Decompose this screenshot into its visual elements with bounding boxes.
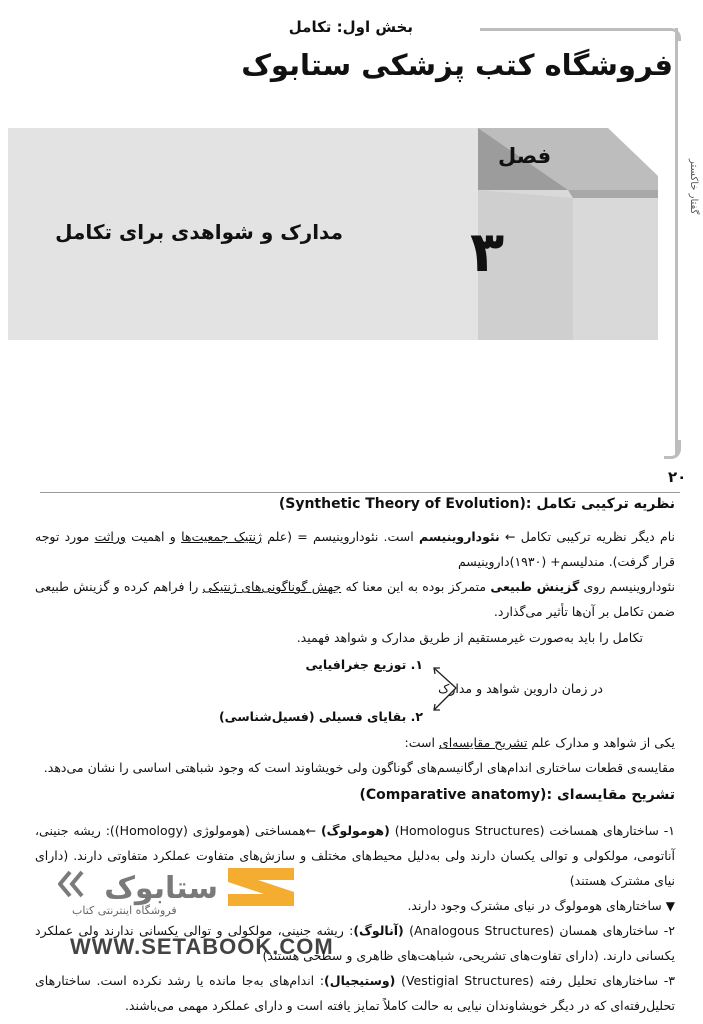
side-vertical-text: گفتار خاکستر [688, 158, 699, 214]
pin-icon: ▼ [665, 899, 675, 913]
comparative-heading: تشریح مقایسه‌ای (Comparative anatomy): [359, 787, 675, 803]
paragraph-natural-selection: نئوداروینیسم روی گزینش طبیعی متمرکز بوده به این معنا که جهش گوناگونی‌های ژنتیکی را فراهم کرده و گزینش طبیعی ضمن تکامل بر آن‌ها تأثیر می‌گذارد. [35, 579, 675, 619]
header-divider [40, 492, 680, 493]
item-homologous: ۱- ساختارهای همساخت (Homologus Structures) (هومولوگ) ←همساختی (هومولوژی (Homology)): ریشه جنینی، آناتومی، مولکولی و توالی یکسان دارند ولی به‌دلیل محیط‌های مختلف و سازش‌های متفاوت عملکرد متفاوتی دارند. (دارای نیای مشترک هستند) [35, 823, 676, 888]
paragraph-comparative-definition: مقایسه‌ی قطعات ساختاری اندام‌های ارگانیسم‌های گوناگون ولی خویشاوند است که وجود شباهتی اساسی را نشان می‌دهد. [43, 760, 675, 775]
page-border-bottom [664, 440, 681, 459]
setabook-url: WWW.SETABOOK.COM [70, 934, 334, 959]
synthetic-heading: نظریه ترکیبی تکامل (Synthetic Theory of Evolution): [278, 496, 675, 512]
chapter-number: ۳ [470, 220, 505, 285]
page-border-top [480, 28, 681, 41]
chapter-title: مدارک و شواهدی برای تکامل [55, 220, 343, 244]
darwin-evidence-label: در زمان داروین شواهد و مدارک [438, 681, 603, 696]
store-title: فروشگاه کتب پزشکی ستابوک [241, 48, 673, 82]
page-border-right [675, 28, 678, 456]
item-vestigial: ۳- ساختارهای تحلیل رفته (Vestigial Structures) (وستیجیال): اندام‌های به‌جا مانده یا رشد نکرده است. ساختارهای تحلیل‌رفته‌ای که در دیگر خویشاوندان نیایی به حالت کاملاً تمایز یافته است و دارای عملکرد مهمی می‌باشند. [35, 973, 675, 1013]
branch-geographic-distribution: ۱. توزیع جغرافیایی [305, 657, 423, 672]
setabook-subtitle: فروشگاه اینترنتی کتاب [72, 904, 177, 917]
item-analogous: ۲- ساختارهای همسان (Analogous Structures) (آنالوگ): ریشه جنینی، مولکولی و توالی یکسانی ندارند ولی عملکرد یکسانی دارند. (دارای تفاوت‌های تشریحی، شباهت‌های ظاهری و سطحی هستند) [35, 923, 676, 963]
branch-arrows [428, 666, 458, 714]
branch-fossil-record: ۲. بقایای فسیلی (فسیل‌شناسی) [218, 709, 423, 724]
chapter-label: فصل [498, 144, 552, 168]
paragraph-comparative-anatomy-intro: یکی از شواهد و مدارک علم تشریح مقایسه‌ای است: [404, 735, 675, 750]
section-label: بخش اول: تکامل [288, 18, 413, 36]
note-homologous: ▼ ساختارهای هومولوگ در نیای مشترک وجود دارند. [407, 898, 675, 913]
page-number: ۲۰ [668, 468, 687, 486]
paragraph-neodarwinism: نام دیگر نظریه ترکیبی تکامل ← نئوداروینیسم است. نئوداروینیسم = (علم ژنتیک جمعیت‌ها و اهمیت وراثت مورد توجه قرار گرفت). مندلیسم+ (۱۹۳۰)داروینیسم [35, 529, 676, 569]
svg-text:ستابوک: ستابوک [104, 871, 218, 906]
paragraph-indirect-evidence: تکامل را باید به‌صورت غیرمستقیم از طریق مدارک و شواهد فهمید. [296, 630, 643, 645]
